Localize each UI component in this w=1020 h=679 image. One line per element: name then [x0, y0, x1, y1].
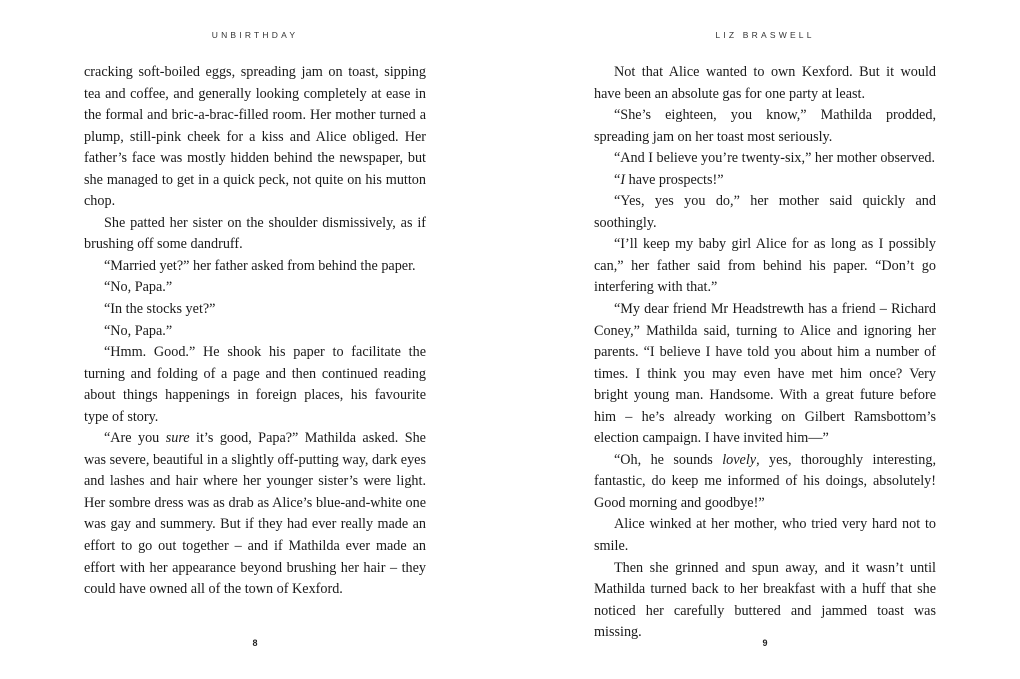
text-run: Not that Alice wanted to own Kexford. But it would have been an absolute gas for one party at least.: [594, 64, 936, 102]
page-number: 9: [762, 638, 768, 648]
running-head-author: LIZ BRASWELL: [715, 30, 815, 40]
paragraph: [594, 105, 936, 148]
text-run: “: [614, 171, 621, 188]
paragraph: [594, 514, 936, 557]
paragraph: [84, 299, 426, 321]
paragraph: [84, 321, 426, 343]
paragraph: [594, 299, 936, 450]
text-run: it’s good, Papa?” Mathilda asked. She was severe, beautiful in a slightly off-putting way, dark eyes and lashes and hair where her younger sister’s were light. Her sombre dress was as drab as Alice’s blue-and-white one was gay and summery. But if they had ever really made an effort to go out together – and if Mathilda ever made an effort with her appearance beyond brushing her hair – they could have owned all of the town of Kexford.: [84, 430, 426, 598]
text-run: “No, Papa.”: [104, 279, 173, 296]
running-head-title: UNBIRTHDAY: [211, 30, 299, 40]
text-run: “I’ll keep my baby girl Alice for as long as I possibly can,” her father said from behind his paper. “Don’t go interfering with that.”: [594, 236, 936, 296]
text-run: “She’s eighteen, you know,” Mathilda prodded, spreading jam on her toast most seriously.: [594, 107, 936, 145]
body-text: [594, 62, 936, 644]
text-run: “No, Papa.”: [104, 322, 173, 339]
paragraph: [594, 148, 936, 170]
left-page: [84, 0, 426, 679]
paragraph: [84, 256, 426, 278]
paragraph: [84, 342, 426, 428]
body-text: [84, 62, 426, 601]
text-run: “Hmm. Good.” He shook his paper to facilitate the turning and folding of a page and then continued reading about things happenings in foreign places, his favourite type of story.: [84, 344, 426, 425]
text-run: Then she grinned and spun away, and it wasn’t until Mathilda turned back to her breakfast with a huff that she noticed her carefully buttered and jammed toast was missing.: [594, 559, 936, 641]
paragraph: [594, 234, 936, 299]
text-run: “And I believe you’re twenty-six,” her mother observed.: [614, 150, 936, 167]
emphasis-text: lovely: [722, 451, 757, 468]
text-run: , yes, thoroughly interesting, fantastic, do keep me informed of his doings, absolutely! Good morning and goodbye!”: [594, 451, 936, 511]
text-run: have prospects!”: [625, 171, 724, 188]
paragraph: [84, 62, 426, 213]
paragraph: [594, 558, 936, 644]
page-number: 8: [252, 638, 258, 648]
text-run: “Married yet?” her father asked from behind the paper.: [104, 257, 416, 274]
paragraph: [84, 213, 426, 256]
text-run: cracking soft-boiled eggs, spreading jam on toast, sipping tea and coffee, and generally looking completely at ease in the formal and bric-a-brac-filled room. Her mother turned a plump, still-pink cheek for a kiss and Alice obliged. Her father’s face was mostly hidden behind the newspaper, but she managed to get in a quick peck, not quite on his mutton chop.: [84, 64, 426, 210]
text-run: She patted her sister on the shoulder dismissively, as if brushing off some dandruff.: [84, 214, 426, 253]
emphasis-text: I: [620, 171, 626, 188]
paragraph: [84, 428, 426, 600]
emphasis-text: sure: [165, 430, 190, 447]
paragraph: [594, 170, 936, 192]
text-run: “Oh, he sounds: [614, 451, 723, 468]
text-run: “My dear friend Mr Headstrewth has a friend – Richard Coney,” Mathilda said, turning to Alice and ignoring her parents. “I believe I have told you about him a number of times. I think you may even have met him once? Very bright young man. Handsome. With a great future before him – he’s already working on Gilbert Ramsbottom’s election campaign. I have invited him—”: [594, 301, 936, 447]
text-run: “Are you: [104, 430, 166, 447]
text-run: Alice winked at her mother, who tried very hard not to smile.: [594, 516, 936, 555]
right-page: [594, 0, 936, 679]
paragraph: [594, 191, 936, 234]
paragraph: [594, 62, 936, 105]
text-run: “In the stocks yet?”: [104, 301, 216, 318]
paragraph: [84, 277, 426, 299]
paragraph: [594, 450, 936, 515]
text-run: “Yes, yes you do,” her mother said quickly and soothingly.: [594, 193, 936, 231]
